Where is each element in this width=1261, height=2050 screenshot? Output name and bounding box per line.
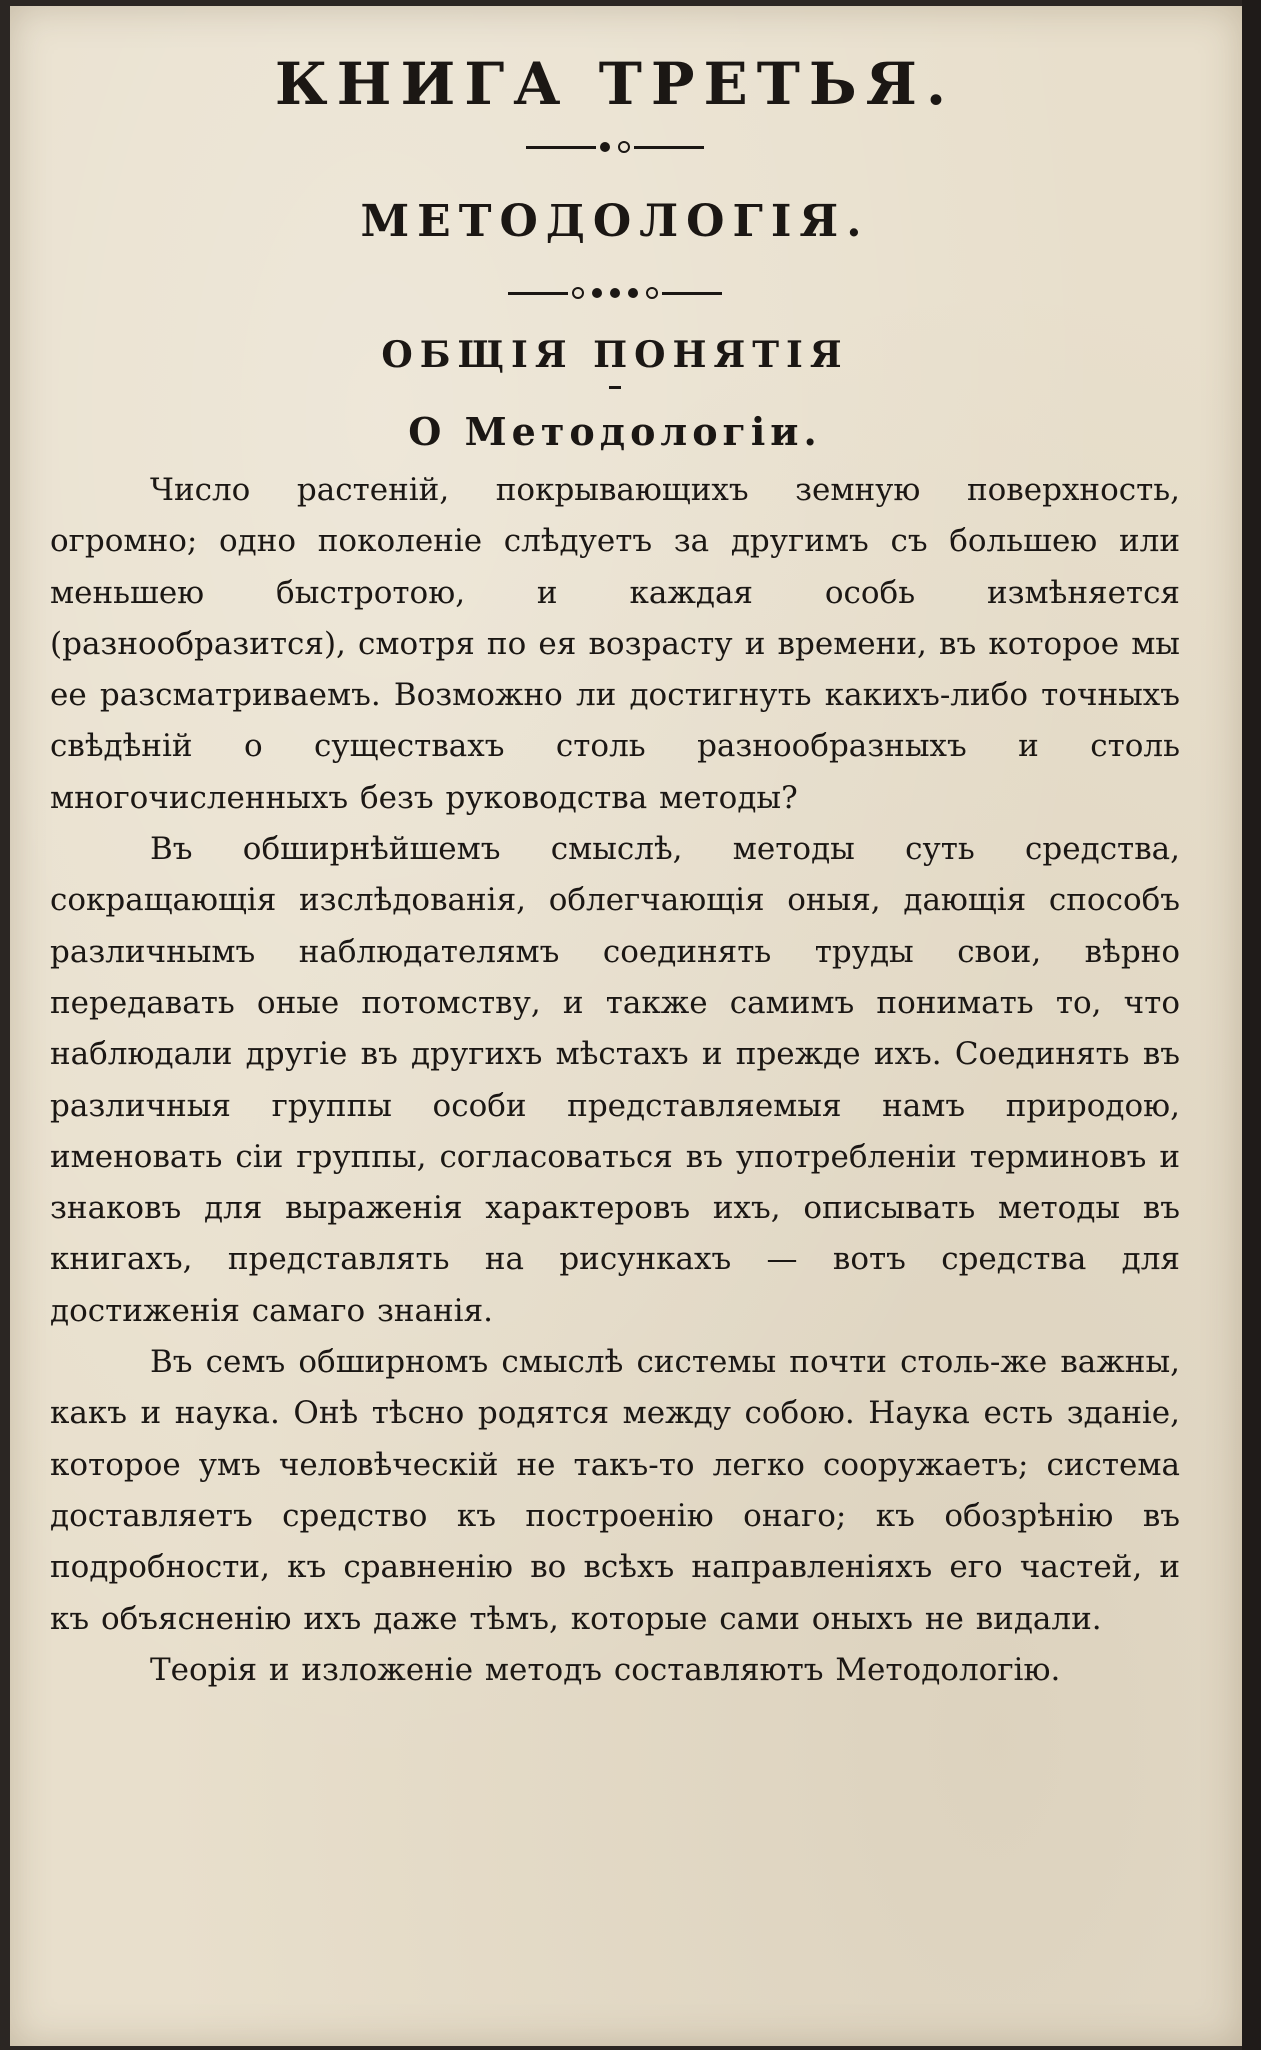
ornament-dot	[592, 288, 602, 298]
ornament-ring	[572, 287, 584, 299]
paragraph-3: Въ семъ обширномъ смыслѣ системы почти столь-же важны, какъ и наука. Онѣ тѣсно родятся между собою. Наука есть зданіе, которое умъ человѣческій не такъ-то легко сооружаетъ; система доставляетъ средство къ построенію онаго; къ обозрѣнію въ подробности, къ сравненію во всѣхъ направленіяхъ его частей, и къ объясненію ихъ даже тѣмъ, которые сами оныхъ не видали.	[50, 1344, 1180, 1637]
paragraph-1: Число растеній, покрывающихъ земную поверхность, огромно; одно поколеніе слѣдуетъ за другимъ съ большею или меньшею быстротою, и каждая особь измѣняется (разнообразится), смотря по ея возрасту и времени, въ которое мы ее разсматриваемъ. Возможно ли достигнуть какихъ-либо точныхъ свѣдѣній о существахъ столь разнообразныхъ и столь многочисленныхъ безъ руководства методы?	[50, 472, 1180, 816]
ornament-line	[508, 292, 568, 295]
book-title: КНИГА ТРЕТЬЯ.	[274, 50, 956, 118]
book-page	[10, 6, 1242, 2046]
ornament-dot	[610, 288, 620, 298]
ornament-line	[662, 292, 722, 295]
title-ornament	[50, 132, 1180, 162]
ornament-line	[634, 146, 704, 149]
chapter-heading: О Методологіи.	[408, 409, 822, 454]
ornament-ring	[646, 287, 658, 299]
ornament-dot	[628, 288, 638, 298]
ornament-dot	[600, 142, 610, 152]
section-ornament	[50, 278, 1180, 308]
paragraph-4: Теорія и изложеніе методъ составляютъ Методологію.	[150, 1651, 1061, 1688]
page-content	[50, 46, 1180, 1696]
section-title: МЕТОДОЛОГІЯ.	[360, 196, 870, 247]
ornament-line	[526, 146, 596, 149]
subsection-title: ОБЩІЯ ПОНЯТІЯ	[381, 334, 849, 376]
page-edge-shadow	[1242, 0, 1261, 2050]
heading-dash	[609, 386, 621, 389]
ornament-ring	[618, 141, 630, 153]
paragraph-2: Въ обширнѣйшемъ смыслѣ, методы суть средства, сокращающія изслѣдованія, облегчающія оныя, дающія способъ различнымъ наблюдателямъ соединять труды свои, вѣрно передавать оные потомству, и также самимъ понимать то, что наблюдали другіе въ другихъ мѣстахъ и прежде ихъ. Соединять въ различныя группы особи представляемыя намъ природою, именовать сіи группы, согласоваться въ употребленіи терминовъ и знаковъ для выраженія характеровъ ихъ, описывать методы въ книгахъ, представлять на рисункахъ — вотъ средства для достиженія самаго знанія.	[50, 831, 1180, 1329]
